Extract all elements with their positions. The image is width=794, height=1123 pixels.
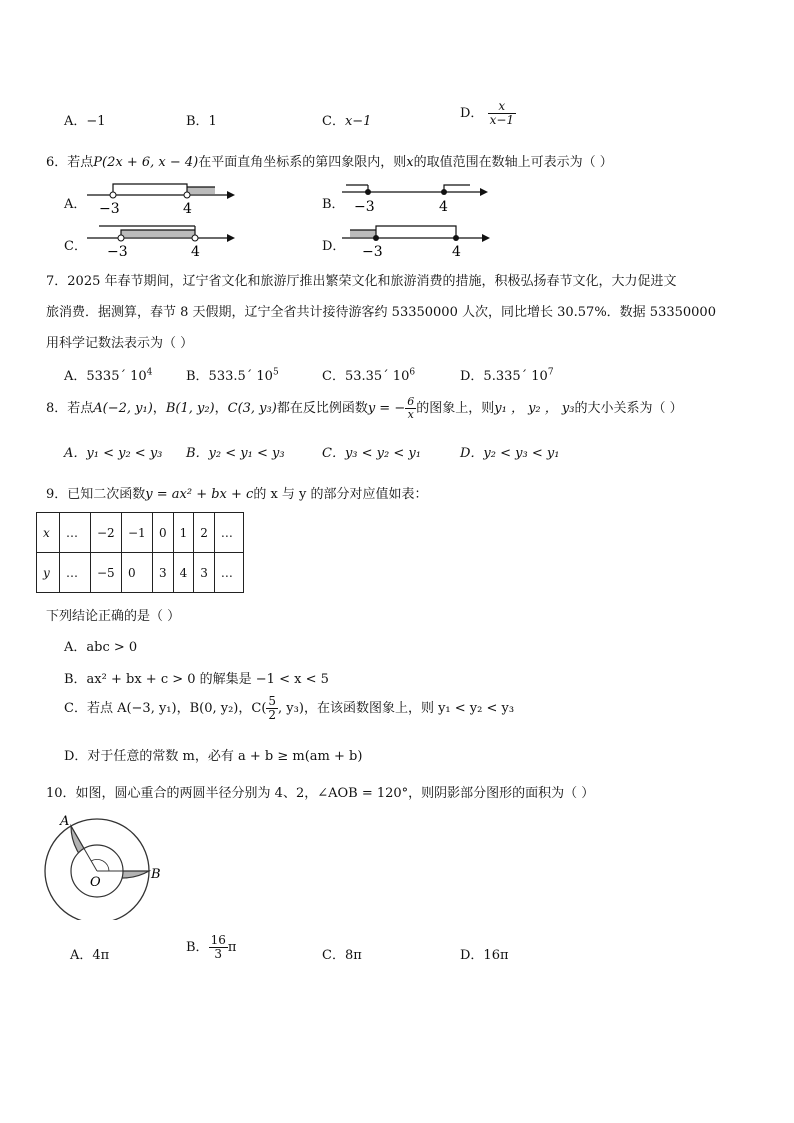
q7-b-base: B．533.5´ 10: [186, 369, 273, 384]
q6d-tick-left: −3: [362, 244, 383, 258]
q7-c-exp: 6: [409, 367, 416, 378]
q10-label-a: A: [60, 814, 70, 829]
table-cell: −5: [91, 553, 122, 593]
q8-option-b: B．y₂ < y₁ < y₃: [186, 446, 285, 461]
q9-value-table: [36, 512, 244, 593]
q10-figure: [40, 810, 170, 920]
q10-option-b: [186, 934, 236, 961]
q6a-tick-left: −3: [99, 201, 120, 216]
q7-option-a: [64, 365, 152, 384]
q6-numberline-b: [340, 180, 500, 216]
table-cell: …: [214, 553, 243, 593]
q7-a-base: A．5335´ 10: [64, 369, 147, 384]
q8-stem: [46, 396, 683, 421]
q5-d-denominator: x−1: [489, 113, 515, 128]
table-cell: …: [60, 553, 91, 593]
q7-a-exp: 4: [146, 367, 153, 378]
q10-b-post: π: [227, 940, 237, 956]
q7-c-base: C．53.35´ 10: [322, 369, 410, 384]
q9-stem: [46, 483, 428, 502]
table-row: [37, 553, 244, 593]
q8-option-d: D．y₂ < y₃ < y₁: [460, 446, 560, 461]
q7-line-1: 7．2025 年春节期间，辽宁省文化和旅游厅推出繁荣文化和旅游消费的措施，积极弘扬春节文化，大力促进文: [46, 274, 677, 289]
q9-c-num: 5: [268, 694, 277, 708]
q9-option-b: B．ax² + bx + c > 0 的解集是 −1 < x < 5: [64, 672, 329, 687]
q5-option-d-label: D．: [460, 106, 484, 122]
q6a-tick-right: 4: [183, 201, 192, 216]
q9-c-den: 2: [268, 708, 277, 723]
q8-stem-c: 的图象上，则: [416, 401, 495, 417]
q8-stem-b: 都在反比例函数: [276, 401, 368, 417]
q5-option-c-label: C．: [322, 114, 345, 129]
q10-option-a: A．4π: [70, 948, 110, 963]
q6b-tick-left: −3: [354, 199, 375, 215]
q5-d-numerator: x: [488, 100, 516, 114]
q8-stem-a: 8．若点: [46, 401, 94, 417]
q6-numberline-c: [85, 222, 245, 258]
q5-option-b: B．1: [186, 114, 217, 129]
q8-option-c: C．y₃ < y₂ < y₁: [322, 446, 421, 461]
q5-option-d: [460, 100, 516, 127]
q8-point-c: C(3, y₃): [227, 401, 277, 417]
q5-option-c: [322, 110, 371, 129]
q8-func-fraction: [405, 396, 416, 421]
q8-func-prefix: y = −: [367, 401, 406, 417]
q6-numberline-d: [340, 222, 500, 258]
q6-label-c: C．: [64, 239, 87, 254]
q8-point-b: B(1, y₂): [165, 401, 215, 417]
q7-line-3: 用科学记数法表示为（ ）: [46, 336, 194, 351]
q6-var: x: [406, 155, 414, 170]
q8-func-num: 6: [407, 395, 415, 408]
q9-stem-a: 9．已知二次函数: [46, 487, 146, 502]
q9-c-post: , y₃)，在该函数图象上，则 y₁ < y₂ < y₃: [278, 701, 515, 717]
q10-label-b: B: [151, 867, 161, 882]
table-cell: x: [37, 513, 60, 553]
q10-label-o: O: [90, 875, 101, 890]
q7-d-exp: 7: [547, 367, 554, 378]
q9-option-c: [64, 695, 514, 722]
q9-question: 下列结论正确的是（ ）: [46, 609, 181, 624]
q9-func: y = ax² + bx + c: [145, 487, 254, 502]
table-cell: −2: [91, 513, 122, 553]
q10-option-d: D．16π: [460, 948, 509, 963]
q8-vars: y₁ ， y₂ ， y₃: [494, 401, 575, 417]
q10-b-num: 16: [210, 933, 226, 947]
q8-option-a: A．y₁ < y₂ < y₃: [64, 446, 163, 461]
table-cell: −1: [122, 513, 153, 553]
q6d-tick-right: 4: [452, 244, 461, 258]
q6-numberline-a: [85, 180, 245, 216]
q5-option-a: A．−1: [64, 114, 106, 129]
q6-label-b: B．: [322, 197, 345, 212]
table-cell: 2: [194, 513, 215, 553]
q6-label-d: D．: [322, 239, 346, 254]
q10-option-c: C．8π: [322, 948, 362, 963]
q8-sep-1: ，: [152, 401, 166, 417]
q6c-tick-left: −3: [107, 244, 128, 258]
q8-func-den: x: [407, 408, 414, 422]
table-cell: 0: [122, 553, 153, 593]
q7-d-base: D．5.335´ 10: [460, 369, 548, 384]
q8-sep-2: ，: [214, 401, 228, 417]
q10-stem: 10．如图，圆心重合的两圆半径分别为 4、2，∠AOB = 120°，则阴影部分图形的面积为（ ）: [46, 786, 595, 801]
table-cell: 1: [173, 513, 194, 553]
q6-label-a: A．: [64, 197, 87, 212]
q9-c-pre: C．若点 A(−3, y₁)，B(0, y₂)，C(: [64, 701, 267, 717]
q7-option-b: [186, 365, 279, 384]
table-cell: 0: [153, 513, 174, 553]
q9-c-fraction: [266, 695, 278, 722]
table-cell: …: [214, 513, 243, 553]
q6-stem: [46, 151, 613, 170]
table-cell: 3: [153, 553, 174, 593]
q6-stem-a: 6．若点: [46, 155, 94, 170]
q7-option-c: [322, 365, 415, 384]
q6-point: P(2x + 6, x − 4): [93, 155, 199, 170]
table-row: [37, 513, 244, 553]
table-cell: y: [37, 553, 60, 593]
q7-b-exp: 5: [272, 367, 279, 378]
q7-option-d: [460, 365, 554, 384]
q6-stem-c: 的取值范围在数轴上可表示为（ ）: [413, 155, 613, 170]
q9-option-d: D．对于任意的常数 m，必有 a + b ≥ m(am + b): [64, 749, 363, 764]
table-cell: 3: [194, 553, 215, 593]
q7-line-2: 旅消费．据测算，春节 8 天假期，辽宁全省共计接待游客约 53350000 人次，同比增长 30.57%．数据 53350000: [46, 305, 716, 320]
q6c-tick-right: 4: [191, 244, 200, 258]
q10-b-pre: B．: [186, 940, 209, 956]
q6b-tick-right: 4: [439, 199, 448, 215]
q5-option-d-fraction: [488, 100, 516, 127]
q8-point-a: A(−2, y₁): [93, 401, 153, 417]
q9-option-a: A．abc > 0: [64, 640, 138, 655]
q10-b-den: 3: [214, 947, 223, 962]
q9-stem-b: 的 x 与 y 的部分对应值如表：: [253, 487, 428, 502]
table-cell: …: [60, 513, 91, 553]
q10-b-fraction: [209, 934, 228, 961]
q8-stem-d: 的大小关系为（ ）: [574, 401, 683, 417]
table-cell: 4: [173, 553, 194, 593]
q5-option-c-expr: x−1: [344, 114, 372, 129]
q6-stem-b: 在平面直角坐标系的第四象限内，则: [198, 155, 407, 170]
